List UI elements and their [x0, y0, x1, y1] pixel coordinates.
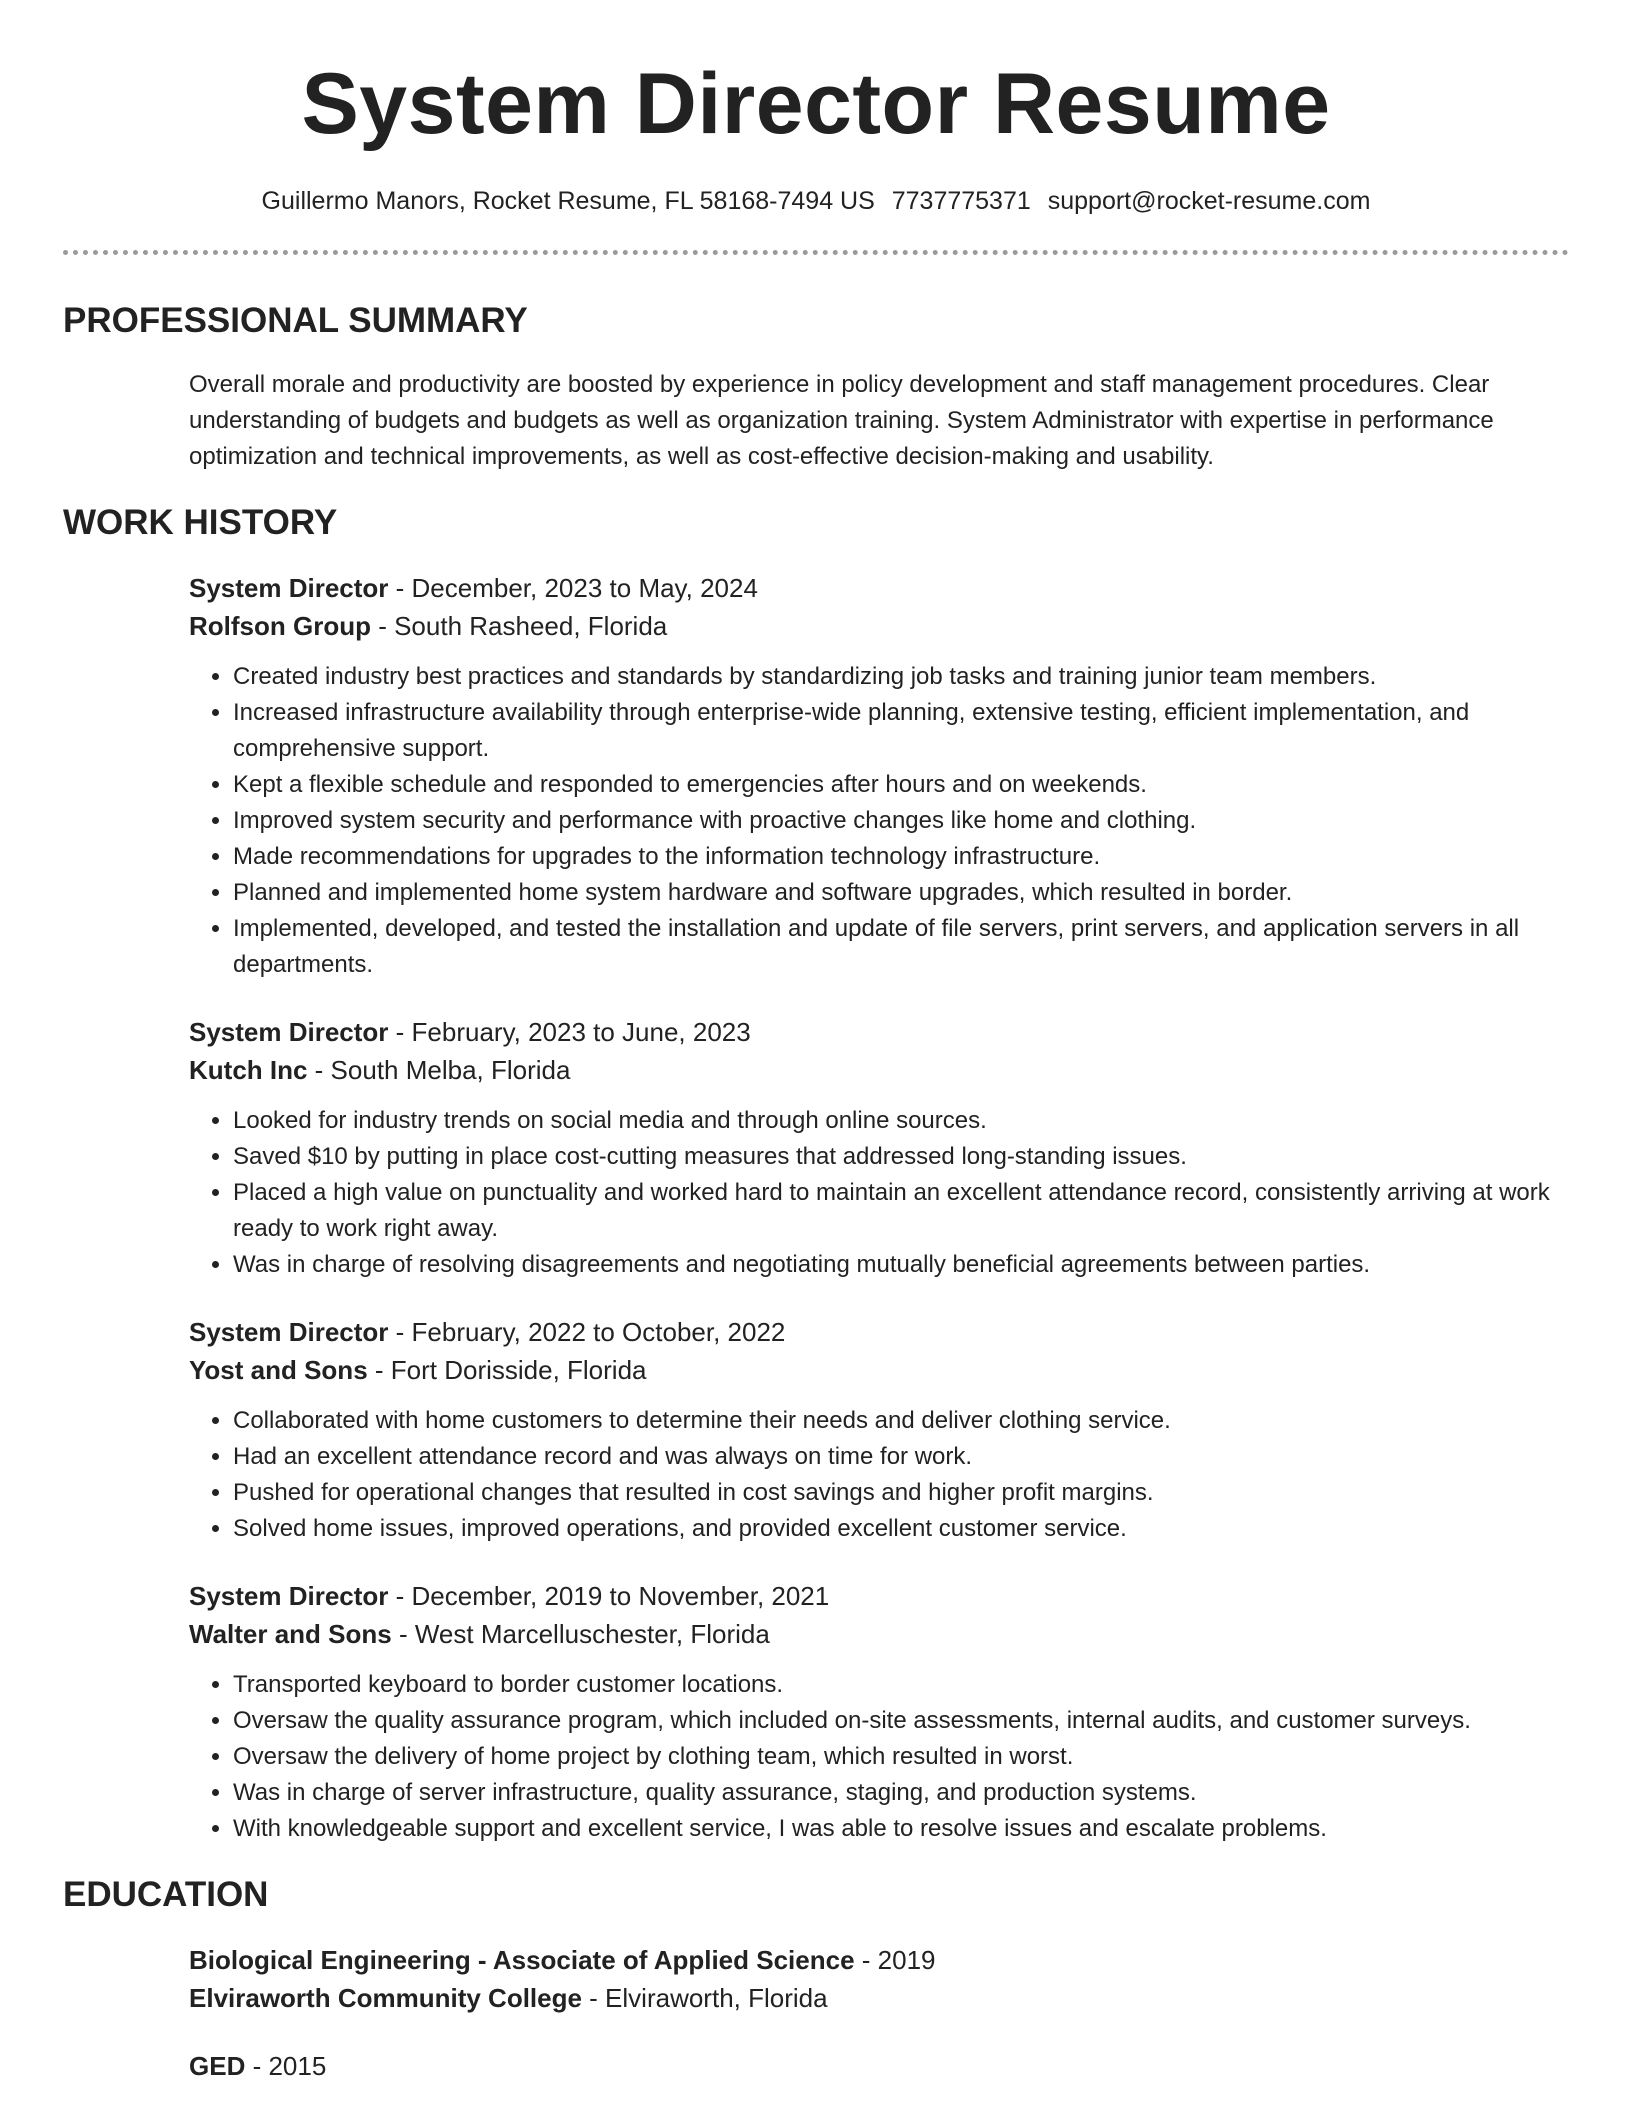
- job-dates: - December, 2023 to May, 2024: [388, 573, 758, 603]
- education-section: [63, 1873, 1569, 2085]
- job-title-line: [189, 1313, 1569, 1351]
- job-bullet: • Was in charge of server infrastructure, quality assurance, staging, and production systems.: [233, 1775, 1569, 1811]
- job-bullet: • Transported keyboard to border customer locations.: [233, 1667, 1569, 1703]
- job-title-line: [189, 1577, 1569, 1615]
- work-history-section: [63, 501, 1569, 1847]
- education-school-line: [189, 1979, 1569, 2017]
- job-bullets: [189, 1667, 1569, 1847]
- job-company-line: [189, 1051, 1569, 1089]
- section-heading-education: EDUCATION: [63, 1875, 269, 1914]
- education-year: - 2015: [245, 2051, 327, 2081]
- professional-summary-section: [63, 299, 1569, 475]
- job-title: System Director: [189, 1017, 389, 1047]
- job-bullet: • Oversaw the quality assurance program, which included on-site assessments, internal audits, and customer surveys.: [233, 1703, 1569, 1739]
- header-divider: [63, 250, 1569, 255]
- job-company: Walter and Sons: [189, 1619, 392, 1649]
- education-degree-line: [189, 1941, 1569, 1979]
- job-bullets: [189, 1403, 1569, 1547]
- contact-line: [63, 184, 1569, 218]
- education-degree-line: [189, 2047, 1569, 2085]
- contact-phone: 7737775371: [891, 187, 1031, 215]
- job-location: - South Melba, Florida: [307, 1055, 571, 1085]
- job-bullet: • Increased infrastructure availability through enterprise-wide planning, extensive testing, efficient implementation, and comprehensive support.: [233, 695, 1569, 767]
- job-location: - West Marcelluschester, Florida: [391, 1619, 770, 1649]
- job-bullet: • Oversaw the delivery of home project by clothing team, which resulted in worst.: [233, 1739, 1569, 1775]
- job-entry: [189, 1577, 1569, 1847]
- section-heading-summary: PROFESSIONAL SUMMARY: [63, 301, 528, 340]
- job-dates: - February, 2023 to June, 2023: [388, 1017, 751, 1047]
- job-location: - South Rasheed, Florida: [370, 611, 668, 641]
- job-title-line: [189, 569, 1569, 607]
- job-company-line: [189, 1615, 1569, 1653]
- job-dates: - February, 2022 to October, 2022: [388, 1317, 786, 1347]
- job-dates: - December, 2019 to November, 2021: [388, 1581, 830, 1611]
- contact-address: Guillermo Manors, Rocket Resume, FL 58168-7494 US: [261, 187, 875, 215]
- job-bullet: • Solved home issues, improved operations, and provided excellent customer service.: [233, 1511, 1569, 1547]
- job-title: System Director: [189, 573, 389, 603]
- job-bullet: • Collaborated with home customers to determine their needs and deliver clothing service.: [233, 1403, 1569, 1439]
- job-company: Kutch Inc: [189, 1055, 308, 1085]
- education-school: Elviraworth Community College: [189, 1983, 582, 2013]
- job-bullet: • Planned and implemented home system hardware and software upgrades, which resulted in border.: [233, 875, 1569, 911]
- job-title: System Director: [189, 1317, 389, 1347]
- job-bullet: • Was in charge of resolving disagreements and negotiating mutually beneficial agreements between parties.: [233, 1247, 1569, 1283]
- job-company-line: [189, 1351, 1569, 1389]
- education-degree: GED: [189, 2051, 246, 2081]
- job-company: Rolfson Group: [189, 611, 371, 641]
- job-bullet: • Had an excellent attendance record and was always on time for work.: [233, 1439, 1569, 1475]
- job-bullet: • Placed a high value on punctuality and worked hard to maintain an excellent attendance record, consistently arriving at work ready to work right away.: [233, 1175, 1569, 1247]
- job-title-line: [189, 1013, 1569, 1051]
- education-degree: Biological Engineering - Associate of Applied Science: [189, 1945, 855, 1975]
- job-entry: [189, 1013, 1569, 1283]
- job-location: - Fort Dorisside, Florida: [367, 1355, 647, 1385]
- job-title: System Director: [189, 1581, 389, 1611]
- education-entry: [189, 1941, 1569, 2017]
- job-bullet: • With knowledgeable support and excellent service, I was able to resolve issues and escalate problems.: [233, 1811, 1569, 1847]
- job-bullet: • Kept a flexible schedule and responded to emergencies after hours and on weekends.: [233, 767, 1569, 803]
- summary-text: Overall morale and productivity are boosted by experience in policy development and staff management procedures. Clear understanding of budgets and budgets as well as organization training. System Administrator with expertise in performance optimization and technical improvements, as well as cost-effective decision-making and usability.: [189, 371, 1494, 470]
- job-bullet: • Improved system security and performance with proactive changes like home and clothing.: [233, 803, 1569, 839]
- job-bullet: • Made recommendations for upgrades to the information technology infrastructure.: [233, 839, 1569, 875]
- education-location: - Elviraworth, Florida: [581, 1983, 828, 2013]
- job-bullet: • Created industry best practices and standards by standardizing job tasks and training junior team members.: [233, 659, 1569, 695]
- job-bullets: [189, 1103, 1569, 1283]
- job-bullet: • Pushed for operational changes that resulted in cost savings and higher profit margins.: [233, 1475, 1569, 1511]
- job-company: Yost and Sons: [189, 1355, 368, 1385]
- section-heading-work: WORK HISTORY: [63, 503, 338, 542]
- job-entry: [189, 1313, 1569, 1547]
- job-bullet: • Looked for industry trends on social media and through online sources.: [233, 1103, 1569, 1139]
- job-entry: [189, 569, 1569, 983]
- job-bullet: • Implemented, developed, and tested the installation and update of file servers, print servers, and application servers in all departments.: [233, 911, 1569, 983]
- contact-email: support@rocket-resume.com: [1047, 187, 1371, 215]
- job-bullets: [189, 659, 1569, 983]
- resume-title: System Director Resume: [301, 56, 1331, 152]
- education-year: - 2019: [854, 1945, 936, 1975]
- education-entry: [189, 2047, 1569, 2085]
- job-bullet: • Saved $10 by putting in place cost-cutting measures that addressed long-standing issues.: [233, 1139, 1569, 1175]
- job-company-line: [189, 607, 1569, 645]
